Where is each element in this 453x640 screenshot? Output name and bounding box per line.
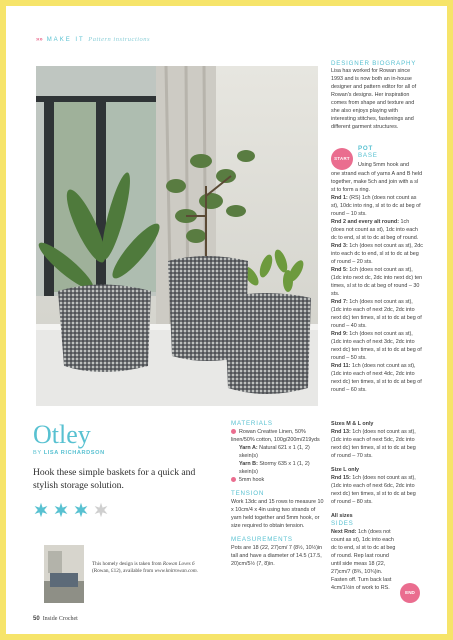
materials-heading: MATERIALS bbox=[231, 420, 273, 427]
photo-plant-baskets bbox=[36, 66, 318, 406]
inset-caption bbox=[92, 561, 202, 575]
rnd-7-text: 1ch (does not count as st), (1dc into each of next 2dc, 2dc into next dc) ten times, sl st to dc at beg of round – 40 sts. bbox=[331, 299, 422, 329]
bullet-icon bbox=[231, 429, 236, 434]
rnd-1 bbox=[331, 194, 423, 218]
pot-base-heading bbox=[358, 145, 378, 159]
page-number: 50 bbox=[33, 616, 40, 622]
designer-text: Lisa has worked for Rowan since 1993 and is now both an in-house designer and pattern editor for all of Rowan's designs. Her inspiration comes from shape and texture and she also enjoys playing with interesting stitches, fastenings and different garment structures. bbox=[331, 68, 417, 130]
star-filled-icon bbox=[73, 502, 89, 518]
sides-label: Next Rnd: bbox=[331, 529, 357, 535]
rnd-1-label: Rnd 1: bbox=[331, 195, 348, 201]
rnd-11-label: Rnd 11: bbox=[331, 363, 351, 369]
rnd-13 bbox=[331, 428, 421, 460]
rnd-7-label: Rnd 7: bbox=[331, 299, 348, 305]
sizes-ml-heading: Sizes M & L only bbox=[331, 421, 374, 427]
byline bbox=[33, 450, 105, 456]
tension-text: Work 13dc and 15 rows to measure 10 x 10cm/4 x 4in using two strands of yarn held together and 5mm hook, or size required to obtain tension. bbox=[231, 499, 324, 529]
page-folio bbox=[33, 616, 78, 622]
book-inset bbox=[40, 541, 208, 605]
end-badge: END bbox=[400, 583, 420, 603]
yarn-a-text: Natural 621 x 1 (1, 2) skein(s) bbox=[239, 445, 310, 459]
materials-item-yarn bbox=[231, 428, 326, 444]
rnd-3 bbox=[331, 242, 423, 266]
sides-text bbox=[331, 528, 399, 592]
sizes-column bbox=[331, 420, 421, 592]
byline-prefix: BY bbox=[33, 450, 42, 456]
pot-heading-line2: BASE bbox=[358, 152, 378, 159]
rnd-1-text: (RS) 1ch (does not count as st), 10dc into ring, sl st to dc at beg of round – 10 sts. bbox=[331, 195, 421, 217]
rnd-2-text: 1ch (does not count as st), 1dc into each dc to end, sl st to dc at beg of round. bbox=[331, 219, 419, 241]
rnd-9 bbox=[331, 330, 423, 362]
rnd-13-label: Rnd 13: bbox=[331, 429, 351, 435]
rnd-13-text: 1ch (does not count as st), (1dc into each of next 5dc, 2dc into next dc) ten times, sl st to dc at beg of round – 70 sts. bbox=[331, 429, 416, 459]
tension-heading: TENSION bbox=[231, 490, 265, 497]
rnd-2 bbox=[331, 218, 423, 242]
rnd-9-label: Rnd 9: bbox=[331, 331, 348, 337]
rnd-7 bbox=[331, 298, 423, 330]
rnd-15 bbox=[331, 474, 421, 506]
magazine-name: Inside Crochet bbox=[42, 616, 78, 622]
rnd-5 bbox=[331, 266, 423, 298]
materials-column bbox=[231, 420, 326, 568]
section-header bbox=[36, 36, 150, 43]
rnd-3-text: 1ch (does not count as st), 2dc into each dc to end, sl st to dc at beg of round – 20 sts. bbox=[331, 243, 423, 265]
materials-yarn-a bbox=[231, 444, 326, 460]
yarn-a-label: Yarn A: bbox=[239, 445, 258, 451]
difficulty-rating bbox=[33, 502, 109, 518]
standfirst: Hook these simple baskets for a quick and stylish storage solution. bbox=[33, 467, 196, 491]
photo-illustration bbox=[36, 66, 318, 406]
rnd-5-label: Rnd 5: bbox=[331, 267, 348, 273]
designer-bio bbox=[331, 60, 421, 131]
rnd-2-label: Rnd 2 and every alt round: bbox=[331, 219, 399, 225]
rnd-15-label: Rnd 15: bbox=[331, 475, 351, 481]
designer-heading: DESIGNER BIOGRAPHY bbox=[331, 60, 417, 67]
pot-heading-line1: POT bbox=[358, 145, 374, 152]
measurements-text: Pots are 18 (22, 27)cm/ 7 (8½, 10½)in tall and have a diameter of 14.5 (17.5, 20)cm/5½ (7, 8)in. bbox=[231, 545, 323, 567]
yarn-b-text: Stormy 635 x 1 (1, 2) skein(s) bbox=[239, 461, 310, 475]
yarn-b-label: Yarn B: bbox=[239, 461, 258, 467]
pot-base-text bbox=[331, 170, 423, 394]
pot-base-intro-rest: one strand each of yarns A and B held together, make 5ch and join with a sl st to form a ring. bbox=[331, 171, 423, 193]
rnd-3-label: Rnd 3: bbox=[331, 243, 348, 249]
rnd-11-text: 1ch (does not count as st), (1dc into each of next 4dc, 2dc into next dc) ten times, sl st to dc at beg of round – 60 sts. bbox=[331, 363, 422, 393]
size-l-heading: Size L only bbox=[331, 467, 360, 473]
star-filled-icon bbox=[53, 502, 69, 518]
rnd-15-text: 1ch (does not count as st), (1dc into each of next 6dc, 2dc into next dc) ten times, sl st to dc at beg of round – 80 sts. bbox=[331, 475, 416, 505]
subsection-label: Pattern instructions bbox=[88, 36, 151, 43]
inset-caption-book: Rowan Loves 6 bbox=[162, 561, 195, 567]
sides-heading: SIDES bbox=[331, 520, 354, 527]
all-sizes-label: All sizes bbox=[331, 513, 353, 519]
article-title: Otley bbox=[33, 420, 91, 449]
pot-base-intro-a bbox=[358, 161, 424, 169]
pot-base-intro-start: Using 5mm hook and bbox=[358, 162, 409, 168]
star-empty-icon bbox=[93, 502, 109, 518]
materials-item-hook bbox=[231, 476, 326, 484]
measurements-heading: MEASUREMENTS bbox=[231, 536, 293, 543]
book-cover-thumbnail bbox=[44, 545, 84, 603]
materials-yarn-b bbox=[231, 460, 326, 476]
materials-hook-text: 5mm hook bbox=[239, 477, 265, 483]
byline-name: LISA RICHARDSON bbox=[43, 450, 105, 456]
rnd-11 bbox=[331, 362, 423, 394]
materials-yarn-text: Rowan Creative Linen, 50% linen/50% cotton, 100g/200m/219yds bbox=[231, 429, 320, 443]
bullet-icon bbox=[231, 477, 236, 482]
book-cover-image bbox=[44, 545, 84, 603]
rnd-5-text: 1ch (does not count as st), (1dc into next dc, 2dc into next dc) ten times, sl st to dc at beg of round – 30 sts. bbox=[331, 267, 423, 297]
inset-caption-part1: This homely design is taken from bbox=[92, 561, 163, 567]
star-filled-icon bbox=[33, 502, 49, 518]
section-label: MAKE IT bbox=[46, 37, 85, 43]
inset-caption-url: www.knitrowan.com. bbox=[154, 568, 198, 574]
chevrons-icon: »» bbox=[36, 37, 43, 43]
sides-body: 1ch (does not count as st), 1dc into each dc to end, sl st to dc at beg of round. Rep last round until side meas 18 (22, 27)cm/7 (8¾, 10¾)in. Fasten off. Turn back last 4cm/1½in of work to RS. bbox=[331, 529, 396, 591]
rnd-9-text: 1ch (does not count as st), (1dc into each of next 3dc, 2dc into next dc) ten times, sl st to dc at beg of round – 50 sts. bbox=[331, 331, 422, 361]
start-badge: START bbox=[331, 148, 353, 170]
inset-caption-part2: (Rowan, £12), available from bbox=[92, 568, 155, 574]
